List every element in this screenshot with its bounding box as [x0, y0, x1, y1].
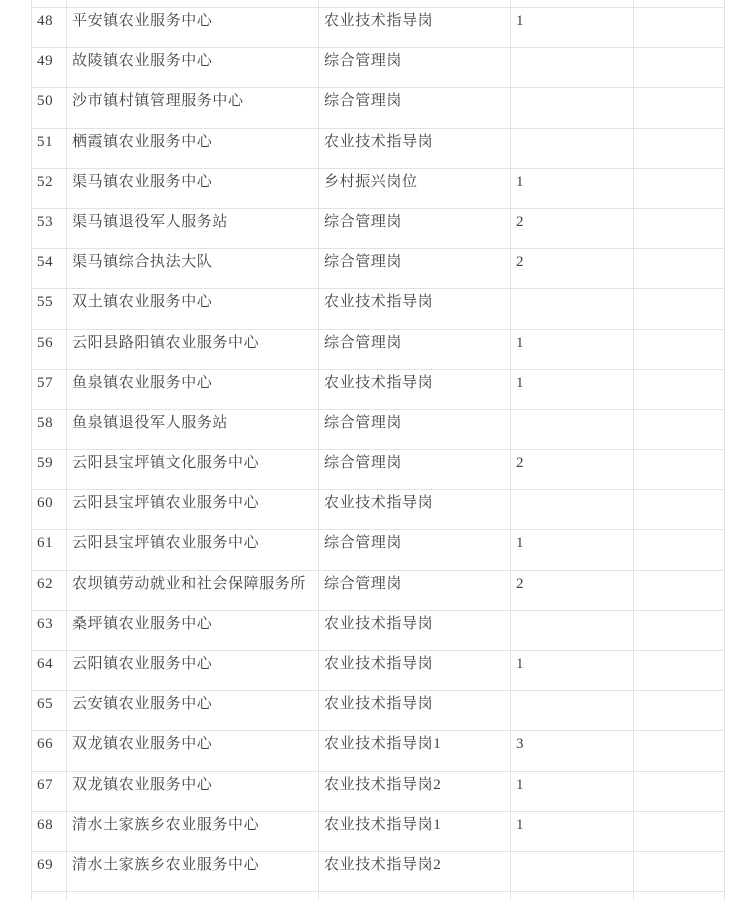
count-cell: 1 — [511, 772, 634, 812]
table-row — [32, 450, 725, 490]
row-number-cell: 60 — [32, 490, 67, 530]
position-name-cell: 综合管理岗 — [319, 330, 511, 370]
blank-cell — [634, 0, 725, 8]
unit-name-cell: 云阳镇农业服务中心 — [67, 651, 319, 691]
table-row — [32, 691, 725, 731]
unit-name-cell: 云安镇农业服务中心 — [67, 691, 319, 731]
unit-name-cell — [67, 892, 319, 900]
count-cell: 1 — [511, 812, 634, 852]
row-number-cell: 61 — [32, 530, 67, 570]
count-cell — [511, 0, 634, 8]
blank-cell — [634, 249, 725, 289]
position-name-cell: 综合管理岗 — [319, 88, 511, 128]
row-number-cell: 58 — [32, 410, 67, 450]
blank-cell — [634, 8, 725, 48]
table-row — [32, 812, 725, 852]
position-name-cell: 农业技术指导岗1 — [319, 731, 511, 771]
blank-cell — [634, 330, 725, 370]
table-row — [32, 289, 725, 329]
count-cell — [511, 129, 634, 169]
table-row — [32, 8, 725, 48]
position-name-cell: 农业技术指导岗 — [319, 289, 511, 329]
position-name-cell: 农业技术指导岗 — [319, 129, 511, 169]
unit-name-cell: 清水土家族乡农业服务中心 — [67, 812, 319, 852]
row-number-cell: 57 — [32, 370, 67, 410]
row-number-cell: 56 — [32, 330, 67, 370]
positions-table — [31, 0, 725, 900]
blank-cell — [634, 772, 725, 812]
position-name-cell: 综合管理岗 — [319, 249, 511, 289]
table-row — [32, 852, 725, 892]
count-cell — [511, 88, 634, 128]
unit-name-cell: 平安镇农业服务中心 — [67, 8, 319, 48]
unit-name-cell — [67, 0, 319, 8]
count-cell — [511, 289, 634, 329]
blank-cell — [634, 691, 725, 731]
table-row — [32, 48, 725, 88]
count-cell — [511, 892, 634, 900]
row-number-cell: 65 — [32, 691, 67, 731]
row-number-cell: 49 — [32, 48, 67, 88]
count-cell: 1 — [511, 330, 634, 370]
row-number-cell: 51 — [32, 129, 67, 169]
count-cell — [511, 410, 634, 450]
row-number-cell: 59 — [32, 450, 67, 490]
count-cell: 1 — [511, 8, 634, 48]
count-cell — [511, 490, 634, 530]
count-cell: 2 — [511, 450, 634, 490]
table-row — [32, 129, 725, 169]
row-number-cell — [32, 0, 67, 8]
unit-name-cell: 鱼泉镇农业服务中心 — [67, 370, 319, 410]
unit-name-cell: 故陵镇农业服务中心 — [67, 48, 319, 88]
row-number-cell: 68 — [32, 812, 67, 852]
unit-name-cell: 渠马镇退役军人服务站 — [67, 209, 319, 249]
position-name-cell — [319, 0, 511, 8]
count-cell: 2 — [511, 209, 634, 249]
positions-table-rows — [32, 0, 725, 900]
unit-name-cell: 清水土家族乡农业服务中心 — [67, 852, 319, 892]
count-cell: 1 — [511, 530, 634, 570]
blank-cell — [634, 410, 725, 450]
position-name-cell: 综合管理岗 — [319, 450, 511, 490]
unit-name-cell: 桑坪镇农业服务中心 — [67, 611, 319, 651]
row-number-cell: 67 — [32, 772, 67, 812]
table-row — [32, 370, 725, 410]
row-number-cell: 52 — [32, 169, 67, 209]
position-name-cell: 综合管理岗 — [319, 571, 511, 611]
row-number-cell: 53 — [32, 209, 67, 249]
position-name-cell: 农业技术指导岗2 — [319, 852, 511, 892]
position-name-cell: 农业技术指导岗 — [319, 8, 511, 48]
blank-cell — [634, 812, 725, 852]
table-row — [32, 249, 725, 289]
unit-name-cell: 云阳县宝坪镇农业服务中心 — [67, 530, 319, 570]
unit-name-cell: 渠马镇综合执法大队 — [67, 249, 319, 289]
position-name-cell: 农业技术指导岗 — [319, 490, 511, 530]
unit-name-cell: 沙市镇村镇管理服务中心 — [67, 88, 319, 128]
blank-cell — [634, 892, 725, 900]
blank-cell — [634, 530, 725, 570]
position-name-cell: 农业技术指导岗 — [319, 651, 511, 691]
count-cell: 1 — [511, 169, 634, 209]
blank-cell — [634, 129, 725, 169]
position-name-cell — [319, 892, 511, 900]
unit-name-cell: 云阳县宝坪镇农业服务中心 — [67, 490, 319, 530]
count-cell: 2 — [511, 249, 634, 289]
position-name-cell: 综合管理岗 — [319, 410, 511, 450]
count-cell: 1 — [511, 370, 634, 410]
row-number-cell: 69 — [32, 852, 67, 892]
unit-name-cell: 云阳县路阳镇农业服务中心 — [67, 330, 319, 370]
unit-name-cell: 双龙镇农业服务中心 — [67, 772, 319, 812]
blank-cell — [634, 169, 725, 209]
count-cell — [511, 691, 634, 731]
position-name-cell: 乡村振兴岗位 — [319, 169, 511, 209]
table-row — [32, 490, 725, 530]
unit-name-cell: 渠马镇农业服务中心 — [67, 169, 319, 209]
blank-cell — [634, 289, 725, 329]
unit-name-cell: 双土镇农业服务中心 — [67, 289, 319, 329]
blank-cell — [634, 48, 725, 88]
partial-row-bottom — [32, 892, 725, 900]
row-number-cell: 54 — [32, 249, 67, 289]
table-row — [32, 731, 725, 771]
position-name-cell: 综合管理岗 — [319, 530, 511, 570]
blank-cell — [634, 571, 725, 611]
count-cell: 2 — [511, 571, 634, 611]
unit-name-cell: 双龙镇农业服务中心 — [67, 731, 319, 771]
row-number-cell: 63 — [32, 611, 67, 651]
partial-row-top — [32, 0, 725, 8]
table-row — [32, 330, 725, 370]
count-cell — [511, 852, 634, 892]
table-row — [32, 169, 725, 209]
table-row — [32, 651, 725, 691]
table-row — [32, 611, 725, 651]
blank-cell — [634, 209, 725, 249]
position-name-cell: 农业技术指导岗1 — [319, 812, 511, 852]
blank-cell — [634, 731, 725, 771]
blank-cell — [634, 651, 725, 691]
position-name-cell: 农业技术指导岗2 — [319, 772, 511, 812]
position-name-cell: 农业技术指导岗 — [319, 611, 511, 651]
position-name-cell: 农业技术指导岗 — [319, 691, 511, 731]
position-name-cell: 综合管理岗 — [319, 48, 511, 88]
position-name-cell: 农业技术指导岗 — [319, 370, 511, 410]
unit-name-cell: 栖霞镇农业服务中心 — [67, 129, 319, 169]
blank-cell — [634, 490, 725, 530]
count-cell: 1 — [511, 651, 634, 691]
blank-cell — [634, 611, 725, 651]
row-number-cell: 48 — [32, 8, 67, 48]
unit-name-cell: 鱼泉镇退役军人服务站 — [67, 410, 319, 450]
table-row — [32, 772, 725, 812]
table-row — [32, 88, 725, 128]
blank-cell — [634, 370, 725, 410]
row-number-cell: 55 — [32, 289, 67, 329]
blank-cell — [634, 88, 725, 128]
table-row — [32, 571, 725, 611]
blank-cell — [634, 450, 725, 490]
unit-name-cell: 云阳县宝坪镇文化服务中心 — [67, 450, 319, 490]
count-cell — [511, 611, 634, 651]
count-cell — [511, 48, 634, 88]
count-cell: 3 — [511, 731, 634, 771]
position-name-cell: 综合管理岗 — [319, 209, 511, 249]
unit-name-cell: 农坝镇劳动就业和社会保障服务所 — [67, 571, 319, 611]
table-row — [32, 530, 725, 570]
row-number-cell: 66 — [32, 731, 67, 771]
row-number-cell — [32, 892, 67, 900]
table-row — [32, 209, 725, 249]
row-number-cell: 64 — [32, 651, 67, 691]
row-number-cell: 62 — [32, 571, 67, 611]
table-row — [32, 410, 725, 450]
blank-cell — [634, 852, 725, 892]
row-number-cell: 50 — [32, 88, 67, 128]
